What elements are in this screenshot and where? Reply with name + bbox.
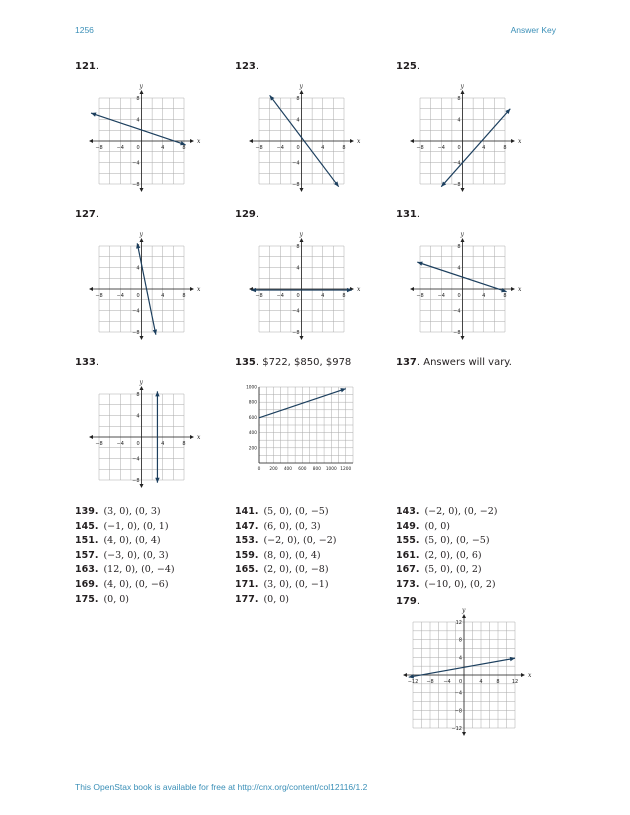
y-arrow-up <box>300 238 304 242</box>
answer-number: 161. <box>396 549 420 561</box>
chart-y-tick-label: 200 <box>248 446 257 452</box>
y-tick-label: 8 <box>136 392 140 398</box>
chart-x-tick-label: 0 <box>257 467 261 472</box>
chart-x-tick-label: 1200 <box>340 467 352 472</box>
problem-label-125: 125. <box>396 61 421 72</box>
answer-value: (−2, 0), (0, −2) <box>263 535 337 547</box>
x-arrow-left <box>410 139 414 143</box>
answer-number: 159. <box>235 549 259 561</box>
y-arrow-up <box>140 90 144 94</box>
y-tick-label: 4 <box>136 413 140 420</box>
y-tick-label: −8 <box>453 182 461 188</box>
chart-series-arrow <box>340 388 345 392</box>
answer-number: 177. <box>235 593 259 605</box>
x-tick-label: 4 <box>161 145 165 151</box>
line-arrow-end <box>180 141 185 145</box>
y-arrow-down <box>461 336 465 340</box>
line-arrow-start <box>91 113 96 117</box>
x-tick-label: −4 <box>276 293 284 299</box>
y-tick-label: −4 <box>292 160 300 167</box>
y-axis-label: y <box>299 231 303 238</box>
y-axis-label: y <box>139 379 143 386</box>
x-tick-label: −12 <box>407 679 419 685</box>
x-axis-label: x <box>197 434 201 441</box>
answer-column-1 <box>75 505 175 607</box>
x-tick-label: −8 <box>255 145 263 151</box>
answer-number: 139. <box>75 506 99 517</box>
y-tick-label: 8 <box>296 244 300 250</box>
x-axis-label: x <box>357 286 361 293</box>
answer-value: (5, 0), (0, −5) <box>424 535 490 547</box>
answer-value: (12, 0), (0, −4) <box>103 564 175 576</box>
x-arrow-right <box>511 139 515 143</box>
x-tick-label: 4 <box>479 679 483 685</box>
y-tick-label: 4 <box>136 265 140 272</box>
answer-item <box>235 505 337 520</box>
coordinate-graph-127 <box>85 231 201 342</box>
x-tick-label: 4 <box>321 293 325 299</box>
answer-value: (4, 0), (0, −6) <box>103 578 169 590</box>
x-axis-label: x <box>518 286 522 293</box>
origin-label: 0 <box>296 145 300 151</box>
x-arrow-right <box>521 673 525 677</box>
y-tick-label: 8 <box>458 637 462 644</box>
chart-y-tick-label: 600 <box>248 415 257 421</box>
x-arrow-left <box>403 673 407 677</box>
x-arrow-left <box>89 139 93 143</box>
y-tick-label: 4 <box>457 117 461 124</box>
x-tick-label: 8 <box>182 145 186 151</box>
answer-value: (8, 0), (0, 4) <box>263 549 321 561</box>
y-tick-label: −8 <box>132 478 140 484</box>
answer-item <box>235 520 337 535</box>
answer-value: (5, 0), (0, 2) <box>424 564 482 576</box>
y-tick-label: −4 <box>132 160 140 167</box>
chart-y-tick-label: 400 <box>248 431 257 437</box>
coordinate-graph-133 <box>85 379 201 490</box>
answer-value: (−10, 0), (0, 2) <box>424 578 496 590</box>
answer-value: (4, 0), (0, 4) <box>103 535 161 547</box>
answer-item <box>75 593 175 608</box>
answer-number: 167. <box>396 564 420 576</box>
chart-y-tick-label: 1000 <box>246 385 257 391</box>
y-arrow-down <box>462 732 466 736</box>
answer-item <box>396 534 498 549</box>
answer-number: 175. <box>75 593 99 605</box>
origin-label: 0 <box>459 679 463 685</box>
x-tick-label: 4 <box>482 293 486 299</box>
x-tick-label: 4 <box>161 293 165 299</box>
y-tick-label: −8 <box>132 330 140 336</box>
origin-label: 0 <box>457 145 461 151</box>
y-tick-label: 8 <box>136 96 140 102</box>
problem-label-135: 135. $722, $850, $978 <box>235 357 352 368</box>
y-tick-label: 4 <box>458 655 462 662</box>
answer-number: 163. <box>75 564 99 576</box>
x-tick-label: 8 <box>342 145 346 151</box>
coordinate-graph-125 <box>406 83 522 194</box>
answer-number: 145. <box>75 520 99 532</box>
origin-label: 0 <box>296 293 300 299</box>
origin-label: 0 <box>136 145 140 151</box>
x-tick-label: −8 <box>95 145 103 151</box>
answer-value: (6, 0), (0, 3) <box>263 520 321 532</box>
x-axis-label: x <box>357 138 361 145</box>
x-tick-label: 8 <box>496 679 500 685</box>
x-arrow-left <box>89 435 93 439</box>
problem-label-131: 131. <box>396 209 421 220</box>
x-tick-label: −4 <box>116 293 124 299</box>
answer-item <box>235 578 337 593</box>
page-number: 1256 <box>75 25 94 35</box>
y-axis-label: y <box>139 83 143 90</box>
y-tick-label: 4 <box>457 265 461 272</box>
answer-value: (0, 0) <box>263 593 289 605</box>
x-tick-label: 8 <box>503 293 507 299</box>
x-arrow-right <box>190 435 194 439</box>
problem-label-133: 133. <box>75 357 100 368</box>
answer-number: 151. <box>75 535 99 547</box>
x-tick-label: −8 <box>416 145 424 151</box>
y-tick-label: −8 <box>454 708 462 715</box>
y-tick-label: −4 <box>453 308 461 315</box>
y-tick-label: −8 <box>292 330 300 336</box>
answer-item <box>235 563 337 578</box>
y-arrow-down <box>140 188 144 192</box>
answer-item <box>75 578 175 593</box>
problem-label-137: 137. Answers will vary. <box>396 357 512 368</box>
y-tick-label: 8 <box>457 244 461 250</box>
y-arrow-down <box>300 188 304 192</box>
y-axis-label: y <box>462 607 466 614</box>
answer-item <box>396 563 498 578</box>
x-tick-label: −4 <box>437 293 445 299</box>
answer-value: (3, 0), (0, 3) <box>103 506 161 517</box>
answer-item <box>396 578 498 593</box>
chart-x-tick-label: 1000 <box>325 467 337 472</box>
x-arrow-right <box>350 139 354 143</box>
x-tick-label: −8 <box>255 293 263 299</box>
origin-label: 0 <box>136 441 140 447</box>
answer-number: 173. <box>396 578 420 590</box>
x-tick-label: 8 <box>182 293 186 299</box>
y-arrow-down <box>140 336 144 340</box>
answer-number: 141. <box>235 506 259 517</box>
y-tick-label: −8 <box>292 182 300 188</box>
problem-label-129: 129. <box>235 209 260 220</box>
answer-item <box>235 593 337 608</box>
answer-number: 149. <box>396 520 420 532</box>
answer-number: 155. <box>396 535 420 547</box>
y-arrow-down <box>461 188 465 192</box>
section-title: Answer Key <box>510 25 556 35</box>
answer-number: 169. <box>75 578 99 590</box>
x-tick-label: 12 <box>511 679 519 685</box>
x-arrow-right <box>511 287 515 291</box>
x-tick-label: −8 <box>426 679 434 685</box>
y-tick-label: −4 <box>454 690 462 697</box>
x-axis-label: x <box>197 286 201 293</box>
x-arrow-right <box>190 139 194 143</box>
chart-x-tick-label: 800 <box>312 467 321 472</box>
x-tick-label: 8 <box>342 293 346 299</box>
x-tick-label: −8 <box>95 441 103 447</box>
answer-column-2 <box>235 505 337 607</box>
answer-number: 165. <box>235 564 259 576</box>
answer-item <box>396 505 498 520</box>
y-axis-label: y <box>299 83 303 90</box>
answer-value: (−2, 0), (0, −2) <box>424 506 498 517</box>
answer-item <box>235 549 337 564</box>
answer-item <box>235 534 337 549</box>
y-arrow-up <box>462 614 466 618</box>
y-tick-label: −4 <box>132 308 140 315</box>
answer-item <box>75 520 175 535</box>
x-tick-label: −8 <box>95 293 103 299</box>
y-arrow-up <box>140 238 144 242</box>
answer-number: 147. <box>235 520 259 532</box>
chart-y-tick-label: 800 <box>248 400 257 406</box>
answer-number: 143. <box>396 506 420 517</box>
coordinate-graph-179 <box>399 607 532 738</box>
y-arrow-up <box>300 90 304 94</box>
y-tick-label: −4 <box>453 160 461 167</box>
x-arrow-left <box>89 287 93 291</box>
answer-item <box>75 549 175 564</box>
answer-item <box>75 534 175 549</box>
origin-label: 0 <box>136 293 140 299</box>
answer-value: (−1, 0), (0, 1) <box>103 520 169 532</box>
y-tick-label: −8 <box>132 182 140 188</box>
x-axis-label: x <box>197 138 201 145</box>
x-arrow-left <box>410 287 414 291</box>
x-tick-label: 4 <box>482 145 486 151</box>
x-arrow-right <box>190 287 194 291</box>
plotted-line <box>441 109 510 187</box>
answer-value: (−3, 0), (0, 3) <box>103 549 169 561</box>
y-arrow-up <box>140 386 144 390</box>
y-tick-label: 4 <box>136 117 140 124</box>
answer-value: (0, 0) <box>424 520 450 532</box>
x-tick-label: −4 <box>437 145 445 151</box>
x-tick-label: 4 <box>161 441 165 447</box>
answer-item <box>75 563 175 578</box>
x-arrow-left <box>249 139 253 143</box>
y-axis-label: y <box>139 231 143 238</box>
origin-label: 0 <box>457 293 461 299</box>
x-tick-label: −8 <box>416 293 424 299</box>
answer-item <box>396 520 498 535</box>
problem-label-127: 127. <box>75 209 100 220</box>
y-axis-label: y <box>460 231 464 238</box>
coordinate-graph-123 <box>245 83 361 194</box>
y-arrow-up <box>461 90 465 94</box>
y-tick-label: −12 <box>451 726 462 732</box>
problem-label-179: 179. <box>396 596 421 607</box>
y-tick-label: −4 <box>132 456 140 463</box>
y-tick-label: 4 <box>296 117 300 124</box>
x-axis-label: x <box>528 672 532 679</box>
answer-column-3 <box>396 505 498 593</box>
footer-note: This OpenStax book is available for free at http://cnx.org/content/col12116/1.2 <box>75 782 368 792</box>
x-tick-label: −4 <box>276 145 284 151</box>
x-tick-label: 4 <box>321 145 325 151</box>
x-tick-label: −4 <box>116 145 124 151</box>
y-axis-label: y <box>460 83 464 90</box>
y-arrow-down <box>140 484 144 488</box>
coordinate-graph-131 <box>406 231 522 342</box>
answer-value: (2, 0), (0, 6) <box>424 549 482 561</box>
answer-value: (5, 0), (0, −5) <box>263 506 329 517</box>
answer-value: (3, 0), (0, −1) <box>263 578 329 590</box>
answer-item <box>75 505 175 520</box>
x-tick-label: −4 <box>443 679 451 685</box>
x-tick-label: −4 <box>116 441 124 447</box>
answer-value: (0, 0) <box>103 593 129 605</box>
y-tick-label: 12 <box>455 620 462 626</box>
answer-item <box>396 549 498 564</box>
chart-x-tick-label: 200 <box>269 467 278 472</box>
line-chart-135 <box>241 383 359 475</box>
y-tick-label: 8 <box>296 96 300 102</box>
x-axis-label: x <box>518 138 522 145</box>
problem-label-123: 123. <box>235 61 260 72</box>
y-arrow-up <box>461 238 465 242</box>
y-tick-label: 8 <box>457 96 461 102</box>
x-tick-label: 8 <box>503 145 507 151</box>
y-tick-label: −8 <box>453 330 461 336</box>
answer-number: 153. <box>235 535 259 547</box>
chart-x-tick-label: 400 <box>283 467 293 472</box>
y-arrow-down <box>300 336 304 340</box>
answer-value: (2, 0), (0, −8) <box>263 564 329 576</box>
answer-number: 171. <box>235 578 259 590</box>
y-tick-label: 4 <box>296 265 300 272</box>
chart-x-tick-label: 600 <box>298 467 307 472</box>
answer-number: 157. <box>75 549 99 561</box>
coordinate-graph-121 <box>85 83 201 194</box>
x-tick-label: 8 <box>182 441 186 447</box>
coordinate-graph-129 <box>245 231 361 342</box>
y-tick-label: −4 <box>292 308 300 315</box>
problem-label-121: 121. <box>75 61 100 72</box>
